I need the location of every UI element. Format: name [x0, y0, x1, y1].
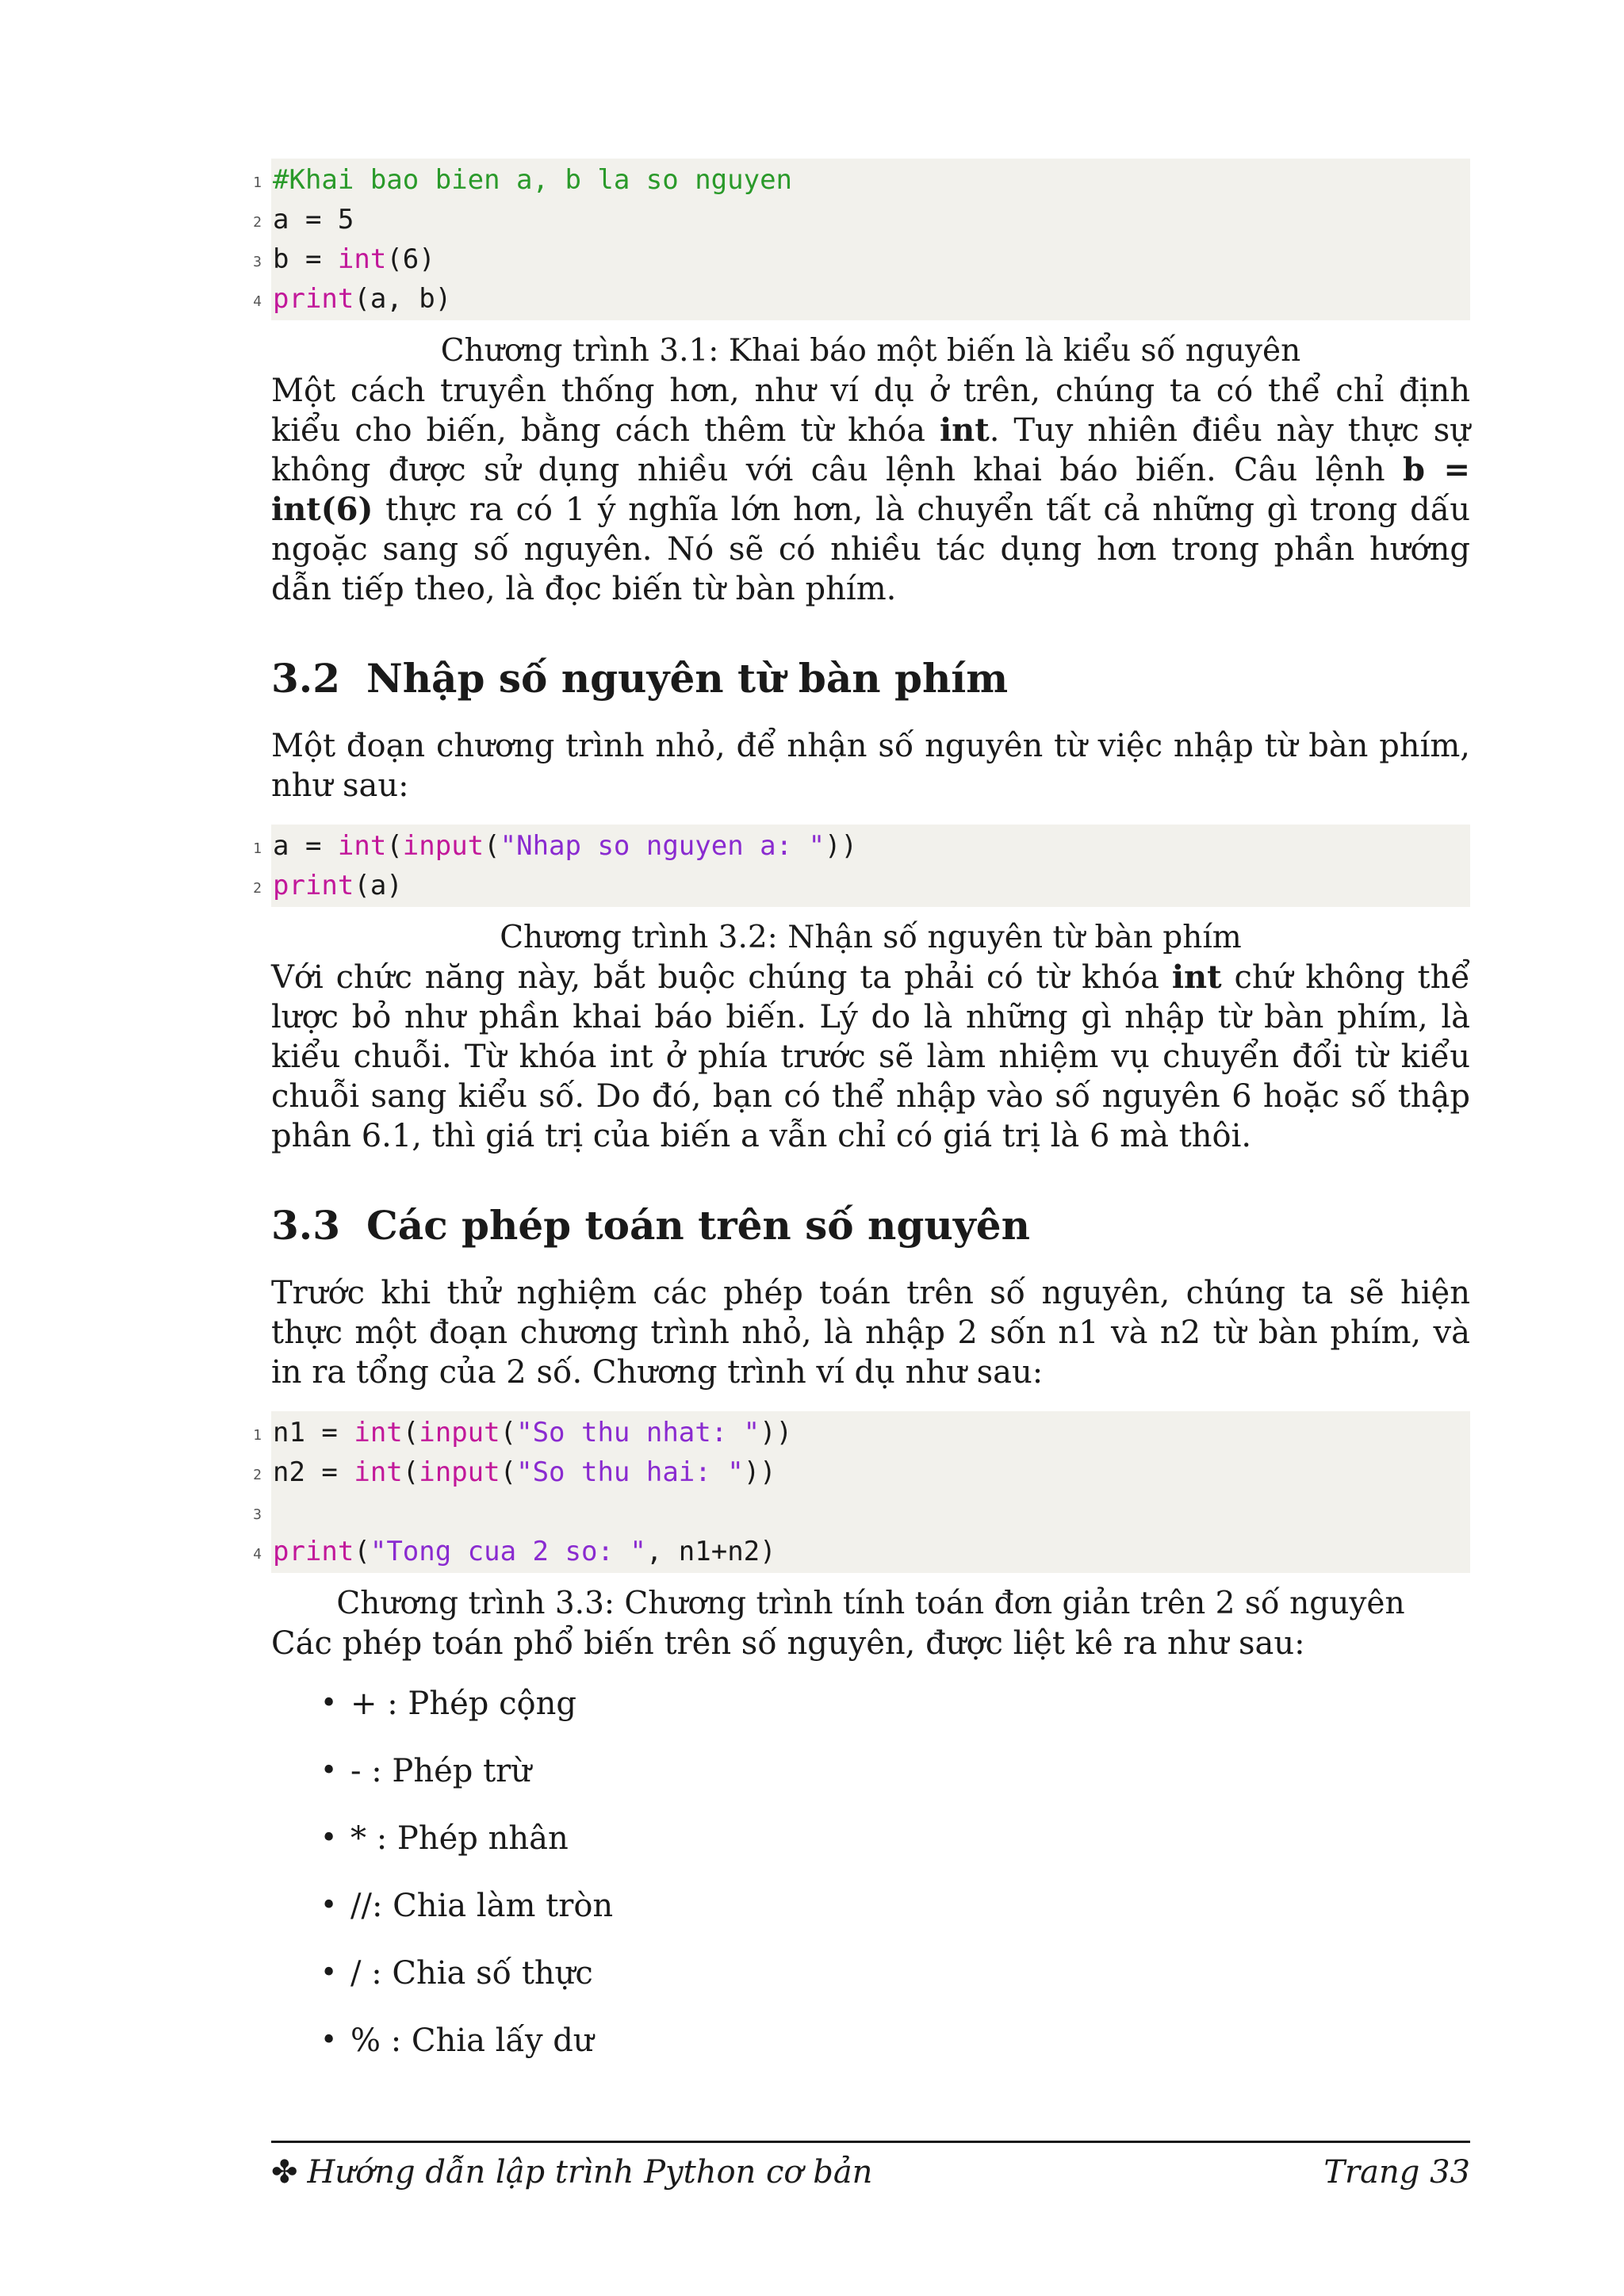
- line-number: 3: [253, 1506, 262, 1523]
- code-token: b =: [273, 243, 338, 275]
- code-token: (: [386, 830, 403, 862]
- line-number: 1: [253, 1427, 262, 1444]
- code-line: [253, 279, 1470, 319]
- bullet-icon: •: [320, 1957, 338, 1989]
- line-number: 2: [253, 214, 262, 231]
- line-number: 4: [253, 293, 262, 310]
- code-block-3-3: [253, 1411, 1470, 1573]
- section-number: 3.3: [271, 1202, 340, 1249]
- operator-text: / : Chia số thực: [350, 1955, 593, 1992]
- code-token: input: [419, 1456, 500, 1488]
- code-token: (: [354, 1536, 370, 1567]
- code-line: [253, 160, 1470, 200]
- section-3-2-intro: Một đoạn chương trình nhỏ, để nhận số nguyên từ việc nhập từ bàn phím, như sau:: [271, 728, 1470, 804]
- line-number: 1: [253, 840, 262, 857]
- code-token: )): [825, 830, 857, 862]
- code-token: int: [354, 1417, 403, 1448]
- code-line: [253, 1452, 1470, 1492]
- code-line: [253, 1413, 1470, 1452]
- section-3-3-intro: Trước khi thử nghiệm các phép toán trên số nguyên, chúng ta sẽ hiện thực một đoạn chương trình nhỏ, là nhập 2 sốn n1 và n2 từ bàn phím, và in ra tổng của 2 số. Chương trình ví dụ như sau:: [271, 1275, 1470, 1391]
- line-number: 4: [253, 1546, 262, 1563]
- code-token: n2 =: [273, 1456, 354, 1488]
- code-token: (: [402, 1417, 419, 1448]
- page-content: [253, 159, 1471, 2088]
- code-token: (: [500, 1417, 517, 1448]
- code-line: [253, 826, 1470, 866]
- statement-b-int: b = int(6): [271, 451, 1471, 528]
- section-heading-3-3: [271, 1202, 1470, 1249]
- operators-list: [271, 1684, 1470, 2061]
- operators-intro: Các phép toán phổ biến trên số nguyên, được liệt kê ra như sau:: [271, 1625, 1305, 1662]
- page-footer: [271, 2141, 1470, 2192]
- code-token: #Khai bao bien a, b la so nguyen: [273, 164, 793, 196]
- line-number: 2: [253, 880, 262, 897]
- line-number: 1: [253, 174, 262, 191]
- operator-text: - : Phép trừ: [350, 1753, 532, 1789]
- code-token: n1 =: [273, 1417, 354, 1448]
- operator-text: + : Phép cộng: [350, 1686, 576, 1722]
- code-line: [253, 239, 1470, 279]
- line-number: 3: [253, 254, 262, 270]
- footer-title: Hướng dẫn lập trình Python cơ bản: [307, 2154, 873, 2191]
- paragraph-int-keyword: [271, 371, 1470, 609]
- bullet-icon: •: [320, 1889, 338, 1922]
- code-token: "So thu nhat: ": [516, 1417, 760, 1448]
- code-token: , n1+n2): [645, 1536, 776, 1567]
- operator-text: //: Chia làm tròn: [350, 1888, 614, 1924]
- code-token: print: [273, 1536, 354, 1567]
- code-caption-3-3: Chương trình 3.3: Chương trình tính toán đơn giản trên 2 số nguyên: [336, 1586, 1405, 1621]
- code-caption-3-1: Chương trình 3.1: Khai báo một biến là kiểu số nguyên: [440, 333, 1301, 369]
- operator-text: * : Phép nhân: [350, 1820, 569, 1857]
- code-line: [253, 200, 1470, 239]
- code-token: "Nhap so nguyen a: ": [500, 830, 825, 862]
- code-token: input: [419, 1417, 500, 1448]
- code-token: )): [760, 1417, 793, 1448]
- operator-list-item: [271, 1886, 1470, 1926]
- code-token: (a): [354, 870, 403, 901]
- paragraph-text: Với chức năng này, bắt buộc chúng ta phải có từ khóa: [271, 959, 1172, 996]
- bullet-icon: •: [320, 1755, 338, 1787]
- code-line: [253, 866, 1470, 905]
- operator-list-item: [271, 1684, 1470, 1724]
- code-block-3-2: [253, 825, 1470, 907]
- code-token: )): [743, 1456, 776, 1488]
- code-token: "So thu hai: ": [516, 1456, 744, 1488]
- keyword-int: int: [1171, 959, 1222, 996]
- code-token: (6): [386, 243, 435, 275]
- code-line: [253, 1492, 1470, 1532]
- operator-list-item: [271, 1954, 1470, 1993]
- code-token: input: [402, 830, 485, 862]
- code-token: a = 5: [273, 204, 354, 235]
- footer-page-number: Trang 33: [1323, 2154, 1470, 2191]
- code-caption-3-2: Chương trình 3.2: Nhận số nguyên từ bàn phím: [500, 920, 1242, 955]
- paragraph-text: chứ không thể lược bỏ như phần khai báo biến. Lý do là những gì nhập từ bàn phím, là kiểu chuỗi. Từ khóa int ở phía trước sẽ làm nhiệm vụ chuyển đổi từ kiểu chuỗi sang kiểu số. Do đó, bạn có thể nhập vào số nguyên 6 hoặc số thập phân 6.1, thì giá trị của biến a vẫn chỉ có giá trị là 6 mà thôi.: [271, 959, 1471, 1154]
- code-token: (a, b): [354, 283, 452, 315]
- code-token: int: [354, 1456, 403, 1488]
- section-title: Các phép toán trên số nguyên: [366, 1202, 1030, 1249]
- paragraph-text: Một cách truyền thống hơn, như ví dụ ở trên, chúng ta có thể chỉ định kiểu cho biến, bằng cách thêm từ khóa: [271, 373, 1470, 449]
- paragraph-text: thực ra có 1 ý nghĩa lớn hơn, là chuyển tất cả những gì trong dấu ngoặc sang số nguyên. Nó sẽ có nhiều tác dụng hơn trong phần hướng dẫn tiếp theo, là đọc biến từ bàn phím.: [271, 492, 1470, 607]
- operator-text: % : Chia lấy dư: [350, 2022, 594, 2059]
- operator-list-item: [271, 2021, 1470, 2061]
- bullet-icon: •: [320, 1822, 338, 1854]
- operator-list-item: [271, 1751, 1470, 1791]
- code-token: print: [273, 870, 354, 901]
- code-token: print: [273, 283, 354, 315]
- code-line: [253, 1532, 1470, 1571]
- code-token: (: [484, 830, 500, 862]
- bullet-icon: •: [320, 2024, 338, 2057]
- code-token: int: [337, 243, 387, 275]
- code-token: (: [402, 1456, 419, 1488]
- section-title: Nhập số nguyên từ bàn phím: [366, 655, 1009, 702]
- code-token: a =: [273, 830, 338, 862]
- bullet-icon: •: [320, 1687, 338, 1720]
- code-token: (: [500, 1456, 517, 1488]
- code-token: int: [337, 830, 387, 862]
- code-token: "Tong cua 2 so: ": [370, 1536, 646, 1567]
- paragraph-input-int: [271, 958, 1470, 1156]
- keyword-int: int: [939, 411, 990, 449]
- line-number: 2: [253, 1467, 262, 1483]
- clover-icon: ✤: [271, 2154, 298, 2191]
- paragraph-text: . Tuy nhiên điều này thực sự không được sử dụng nhiều với câu lệnh khai báo biến. Câu lệnh: [271, 412, 1470, 488]
- operator-list-item: [271, 1819, 1470, 1858]
- code-block-3-1: [253, 159, 1470, 320]
- section-number: 3.2: [271, 655, 340, 702]
- section-heading-3-2: [271, 655, 1470, 702]
